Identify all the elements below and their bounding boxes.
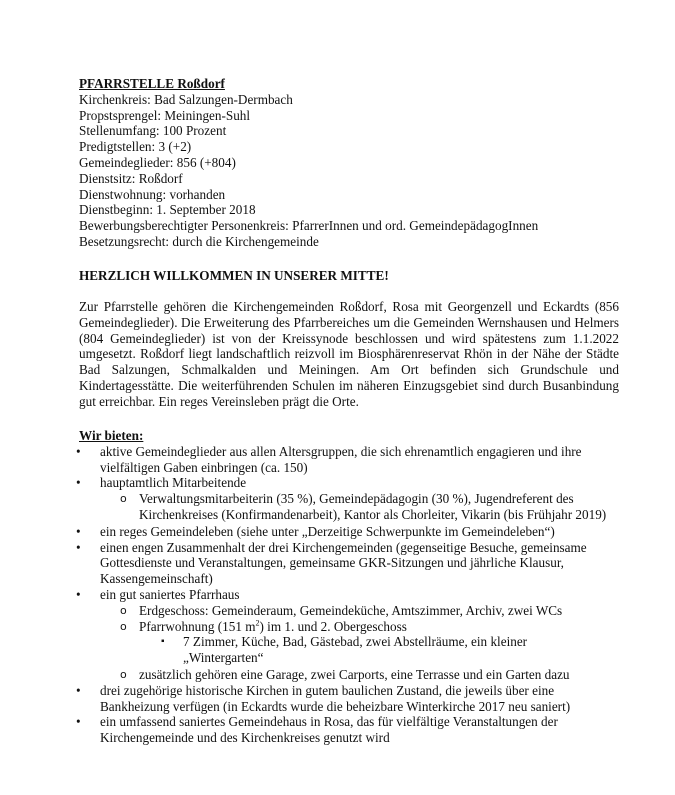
bullet-icon: • xyxy=(76,682,81,698)
list-item-text: ein gut saniertes Pfarrhaus xyxy=(100,586,240,602)
list-item xyxy=(76,523,619,540)
info-line-besetzungsrecht: Besetzungsrecht: durch die Kirchengemeinde xyxy=(79,233,319,249)
sub-list-item-text: zusätzlich gehören eine Garage, zwei Carports, eine Terrasse und ein Garten dazu xyxy=(139,666,570,682)
circle-bullet-icon: o xyxy=(120,619,127,633)
circle-bullet-icon: o xyxy=(120,603,127,617)
list-item-text: ein umfassend saniertes Gemeindehaus in Rosa, das für vielfältige Veranstaltungen der Kirchengemeinde und des Kirchenkreises genutzt wird xyxy=(100,714,558,746)
sub-list-item-text xyxy=(139,619,619,635)
circle-bullet-icon: o xyxy=(120,492,127,506)
info-line-personenkreis: Bewerbungsberechtigter Personenkreis: PfarrerInnen und ord. GemeindepädagogInnen xyxy=(79,218,539,234)
list-item-text: hauptamtlich Mitarbeitende xyxy=(100,475,247,491)
bullet-icon: • xyxy=(76,539,81,555)
square-bullet-icon: ▪ xyxy=(161,636,165,648)
list-item-text: aktive Gemeindeglieder aus allen Altersgruppen, die sich ehrenamtlich engagieren und ihre vielfältigen Gaben einbringen (ca. 150) xyxy=(100,443,582,475)
welcome-paragraph: Zur Pfarrstelle gehören die Kirchengemeinden Roßdorf, Rosa mit Georgenzell und Eckardts (856 Gemeindeglieder). Die Erweiterung des Pfarrbereiches um die Gemeinden Wernshausen und Helmers (804 Gemeindeglieder) ist von der Kreissynode beschlossen und wird spätestens zum 1.1.2022 umgesetzt. Roßdorf liegt landschaftlich reizvoll im Biosphärenreservat Rhön in der Nähe der Städte Bad Salzungen, Schmalkalden und Meiningen. Am Ort befinden sich Grundschule und Kindertagesstätte. Die weiterführenden Schulen im näheren Einzugsgebiet sind durch Busanbindung gut erreichbar. Ein reges Vereinsleben prägt die Orte. xyxy=(79,299,619,409)
sub-list-item-text: Erdgeschoss: Gemeinderaum, Gemeindeküche, Amtszimmer, Archiv, zwei WCs xyxy=(139,602,563,618)
sub-list-item-text: Verwaltungsmitarbeiterin (35 %), Gemeindepädagogin (30 %), Jugendreferent des Kirchenkreises (Konfirmandenarbeit), Kantor als Chorleiter, Vikarin (bis Frühjahr 2019) xyxy=(139,491,607,522)
info-line-dienstbeginn: Dienstbeginn: 1. September 2018 xyxy=(79,202,256,218)
sub-list-item xyxy=(79,667,619,683)
info-line-kirchenkreis: Kirchenkreis: Bad Salzungen-Dermbach xyxy=(79,91,293,107)
bullet-icon: • xyxy=(76,443,81,459)
list-item xyxy=(76,443,619,476)
list-item xyxy=(76,714,619,746)
sub-list-item xyxy=(79,491,619,523)
list-item xyxy=(76,682,619,715)
list-item-text: ein reges Gemeindeleben (siehe unter „Derzeitige Schwerpunkte im Gemeindeleben“) xyxy=(100,523,555,539)
page-title: PFARRSTELLE Roßdorf xyxy=(79,76,225,91)
apartment-text-end: ) im 1. und 2. Obergeschoss xyxy=(259,618,407,634)
info-line-predigtstellen: Predigtstellen: 3 (+2) xyxy=(79,139,192,155)
info-line-gemeindeglieder: Gemeindeglieder: 856 (+804) xyxy=(79,154,236,170)
sub-sub-list-item xyxy=(79,634,619,666)
circle-bullet-icon: o xyxy=(120,667,127,681)
list-item-text: drei zugehörige historische Kirchen in gutem baulichen Zustand, die jeweils über eine Bankheizung verfügen (in Eckardts wurde die beheizbare Winterkirche 2017 neu saniert) xyxy=(100,682,571,714)
superscript: 2 xyxy=(255,618,260,628)
bullet-icon: • xyxy=(76,475,81,491)
list-item xyxy=(76,586,619,603)
info-line-stellenumfang: Stellenumfang: 100 Prozent xyxy=(79,123,227,139)
list-item xyxy=(76,539,619,587)
parish-info xyxy=(79,76,619,250)
welcome-heading: HERZLICH WILLKOMMEN IN UNSERER MITTE! xyxy=(79,268,389,283)
info-line-dienstwohnung: Dienstwohnung: vorhanden xyxy=(79,186,226,202)
sub-sub-list-item-text: 7 Zimmer, Küche, Bad, Gästebad, zwei Abstellräume, ein kleiner „Wintergarten“ xyxy=(183,634,528,666)
bullet-icon: • xyxy=(76,523,81,539)
bullet-icon: • xyxy=(76,586,81,602)
apartment-text: Pfarrwohnung (151 m xyxy=(139,618,256,634)
list-item xyxy=(76,475,619,491)
sub-list-item xyxy=(79,619,619,635)
bullet-icon: • xyxy=(76,714,81,730)
offer-section xyxy=(76,428,619,746)
sub-list-item xyxy=(79,603,619,619)
list-item-text: einen engen Zusammenhalt der drei Kirchengemeinden (gegenseitige Besuche, gemeinsame Gottesdienste und Veranstaltungen, gemeinsame GKR-Sitzungen und jährliche Klausur, Kassengemeinschaft) xyxy=(100,539,587,587)
info-line-dienstsitz: Dienstsitz: Roßdorf xyxy=(79,170,183,186)
offer-heading: Wir bieten: xyxy=(79,428,144,443)
info-line-propstsprengel: Propstsprengel: Meiningen-Suhl xyxy=(79,107,251,123)
